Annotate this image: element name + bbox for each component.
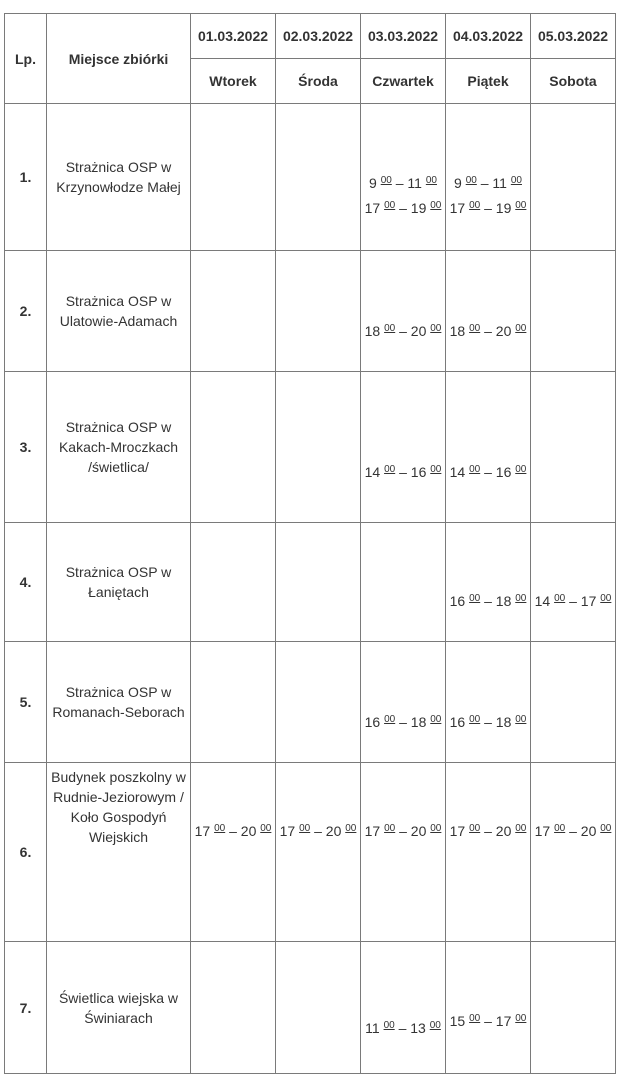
place-line: Strażnica OSP w (65, 419, 172, 435)
end-hour: 16 (495, 463, 512, 480)
start-minutes: 00 (469, 1013, 481, 1024)
end-minutes: 00 (515, 823, 527, 834)
header-day: Czwartek (361, 59, 446, 104)
time-slot-cell (191, 942, 276, 1074)
header-date: 05.03.2022 (531, 14, 616, 59)
end-minutes: 00 (510, 175, 522, 186)
time-slot-cell (446, 372, 531, 523)
place-line: Kakach-Mroczkach (58, 439, 179, 455)
time-slot-cell (361, 942, 446, 1074)
collection-place (47, 372, 191, 523)
collection-place (47, 763, 191, 942)
end-minutes: 00 (345, 823, 357, 834)
end-minutes: 00 (515, 1013, 527, 1024)
start-minutes: 00 (469, 714, 481, 725)
row-number: 5. (5, 642, 47, 763)
table-row (5, 942, 616, 1074)
place-line: Świetlica wiejska w (58, 989, 179, 1006)
header-date: 03.03.2022 (361, 14, 446, 59)
header-day: Piątek (446, 59, 531, 104)
time-slot-cell (361, 104, 446, 251)
time-range: 18 $^{00}$ – 20 $^{00}$ (449, 323, 527, 339)
header-place: Miejsce zbiórki (47, 14, 191, 104)
end-minutes: 00 (515, 593, 527, 604)
start-minutes: 00 (299, 823, 311, 834)
place-line: Krzynowłodze Małej (56, 179, 181, 195)
start-hour: 11 (365, 1020, 380, 1036)
time-slot-cell (446, 523, 531, 642)
start-hour: 16 (449, 593, 466, 609)
end-hour: 20 (580, 823, 597, 839)
end-minutes: 00 (430, 714, 442, 725)
start-hour: 18 (364, 323, 381, 339)
start-hour: 14 (449, 463, 466, 480)
end-hour: 20 (325, 823, 342, 839)
time-slot-cell (361, 251, 446, 372)
end-hour: 20 (495, 323, 512, 339)
start-hour: 17 (449, 823, 466, 839)
end-minutes: 00 (600, 823, 612, 834)
time-slot-cell (446, 251, 531, 372)
start-hour: 17 (279, 823, 296, 839)
time-range: 9 $^{00}$ – 11 $^{00}$ (454, 175, 522, 191)
header-lp: Lp. (5, 14, 47, 104)
time-slot-cell (531, 763, 616, 942)
row-number: 6. (5, 763, 47, 942)
time-range: 16 $^{00}$ – 18 $^{00}$ (449, 593, 527, 609)
end-hour: 16 (410, 463, 427, 480)
header-date: 01.03.2022 (191, 14, 276, 59)
end-hour: 19 (495, 200, 512, 216)
start-minutes: 00 (383, 1020, 395, 1031)
time-slot-cell (276, 642, 361, 763)
start-minutes: 00 (384, 200, 396, 211)
end-hour: 20 (410, 323, 427, 339)
start-hour: 9 (454, 175, 462, 191)
row-number: 3. (5, 372, 47, 523)
end-minutes: 00 (515, 200, 527, 211)
time-range: 16 $^{00}$ – 18 $^{00}$ (364, 714, 442, 730)
collection-place (47, 942, 191, 1074)
start-minutes: 00 (554, 823, 566, 834)
start-minutes: 00 (554, 593, 566, 604)
place-line: Ulatowie-Adamach (59, 313, 178, 329)
start-minutes: 00 (469, 593, 481, 604)
time-range: 17 $^{00}$ – 20 $^{00}$ (534, 823, 612, 839)
end-minutes: 00 (429, 1020, 441, 1031)
time-slot-cell (191, 104, 276, 251)
row-number: 4. (5, 523, 47, 642)
end-minutes: 00 (425, 175, 437, 186)
time-slot-cell (531, 251, 616, 372)
header-date: 04.03.2022 (446, 14, 531, 59)
time-slot-cell (276, 251, 361, 372)
end-minutes: 00 (600, 593, 612, 604)
time-slot-cell (361, 642, 446, 763)
header-day: Sobota (531, 59, 616, 104)
time-range: 17 $^{00}$ – 19 $^{00}$ (364, 200, 442, 216)
time-slot-cell (531, 642, 616, 763)
place-line: Świniarach (84, 1009, 153, 1026)
time-range: 11 $^{00}$ – 13 $^{00}$ (365, 1020, 441, 1036)
start-minutes: 00 (384, 823, 396, 834)
start-minutes: 00 (465, 175, 477, 186)
end-minutes: 00 (430, 200, 442, 211)
table-row (5, 523, 616, 642)
start-hour: 17 (364, 200, 381, 216)
collection-place (47, 523, 191, 642)
time-range: 17 $^{00}$ – 20 $^{00}$ (449, 823, 527, 839)
time-range: 14 $^{00}$ – 16 $^{00}$ (364, 463, 442, 480)
end-minutes: 00 (515, 463, 527, 475)
time-slot-cell (191, 763, 276, 942)
time-slot-cell (531, 942, 616, 1074)
end-minutes: 00 (430, 463, 442, 475)
place-line: Romanach-Seborach (52, 704, 185, 720)
place-line: Rudnie-Jeziorowym / (53, 789, 184, 805)
time-range: 15 $^{00}$ – 17 $^{00}$ (449, 1013, 527, 1029)
end-minutes: 00 (430, 823, 442, 834)
end-minutes: 00 (515, 714, 527, 725)
time-slot-cell (276, 942, 361, 1074)
start-hour: 16 (364, 714, 381, 730)
time-slot-cell (361, 523, 446, 642)
header-day: Wtorek (191, 59, 276, 104)
time-range: 17 $^{00}$ – 20 $^{00}$ (279, 823, 357, 839)
start-minutes: 00 (384, 463, 396, 475)
time-slot-cell (531, 372, 616, 523)
place-line: Koło Gospodyń (70, 809, 167, 825)
end-hour: 20 (495, 823, 512, 839)
time-slot-cell (446, 104, 531, 251)
time-slot-cell (191, 642, 276, 763)
time-slot-cell (191, 523, 276, 642)
end-hour: 17 (495, 1013, 512, 1029)
time-slot-cell (361, 763, 446, 942)
time-slot-cell (276, 763, 361, 942)
place-line: Strażnica OSP w (65, 159, 172, 175)
row-number: 7. (5, 942, 47, 1074)
start-hour: 17 (194, 823, 211, 839)
start-minutes: 00 (384, 323, 396, 334)
start-hour: 14 (364, 463, 381, 480)
end-hour: 20 (240, 823, 257, 839)
end-hour: 18 (410, 714, 427, 730)
start-hour: 17 (449, 200, 466, 216)
start-hour: 9 (369, 175, 377, 191)
collection-place (47, 251, 191, 372)
end-hour: 13 (410, 1020, 426, 1036)
time-range: 14 $^{00}$ – 17 $^{00}$ (534, 593, 612, 609)
time-range: 16 $^{00}$ – 18 $^{00}$ (449, 714, 527, 730)
time-range: 17 $^{00}$ – 19 $^{00}$ (449, 200, 527, 216)
end-hour: 17 (580, 593, 597, 609)
collection-schedule-table (4, 13, 616, 1074)
end-hour: 19 (410, 200, 427, 216)
start-hour: 18 (449, 323, 466, 339)
start-hour: 14 (534, 593, 551, 609)
start-minutes: 00 (469, 200, 481, 211)
start-hour: 17 (534, 823, 551, 839)
time-slot-cell (191, 372, 276, 523)
row-number: 1. (5, 104, 47, 251)
end-hour: 11 (407, 175, 422, 191)
end-hour: 18 (495, 714, 512, 730)
time-range: 14 $^{00}$ – 16 $^{00}$ (449, 463, 527, 480)
place-line: Strażnica OSP w (65, 293, 172, 309)
time-range: 18 $^{00}$ – 20 $^{00}$ (364, 323, 442, 339)
start-minutes: 00 (214, 823, 226, 834)
collection-place (47, 642, 191, 763)
end-minutes: 00 (515, 323, 527, 334)
place-line: /świetlica/ (88, 459, 149, 475)
time-range: 9 $^{00}$ – 11 $^{00}$ (369, 175, 437, 191)
time-slot-cell (361, 372, 446, 523)
time-slot-cell (276, 523, 361, 642)
table-row (5, 104, 616, 251)
end-hour: 18 (495, 593, 512, 609)
table-row (5, 642, 616, 763)
time-slot-cell (191, 251, 276, 372)
end-hour: 20 (410, 823, 427, 839)
start-hour: 17 (364, 823, 381, 839)
start-minutes: 00 (380, 175, 392, 186)
header-date: 02.03.2022 (276, 14, 361, 59)
end-minutes: 00 (430, 323, 442, 334)
start-hour: 15 (449, 1013, 466, 1029)
table-row (5, 251, 616, 372)
collection-place (47, 104, 191, 251)
end-minutes: 00 (260, 823, 272, 834)
start-minutes: 00 (469, 323, 481, 334)
table-row (5, 763, 616, 942)
start-minutes: 00 (469, 823, 481, 834)
place-line: Budynek poszkolny w (51, 769, 186, 785)
place-line: Strażnica OSP w (65, 684, 172, 700)
time-slot-cell (446, 942, 531, 1074)
table-row (5, 372, 616, 523)
start-hour: 16 (449, 714, 466, 730)
time-slot-cell (446, 763, 531, 942)
time-slot-cell (276, 104, 361, 251)
header-day: Środa (276, 59, 361, 104)
end-hour: 11 (492, 175, 507, 191)
time-slot-cell (531, 104, 616, 251)
time-slot-cell (276, 372, 361, 523)
place-line: Strażnica OSP w (65, 564, 172, 580)
time-slot-cell (531, 523, 616, 642)
row-number: 2. (5, 251, 47, 372)
place-line: Łaniętach (88, 584, 149, 600)
time-range: 17 $^{00}$ – 20 $^{00}$ (194, 823, 272, 839)
start-minutes: 00 (384, 714, 396, 725)
time-slot-cell (446, 642, 531, 763)
start-minutes: 00 (469, 463, 481, 475)
time-range: 17 $^{00}$ – 20 $^{00}$ (364, 823, 442, 839)
place-line: Wiejskich (88, 829, 149, 845)
